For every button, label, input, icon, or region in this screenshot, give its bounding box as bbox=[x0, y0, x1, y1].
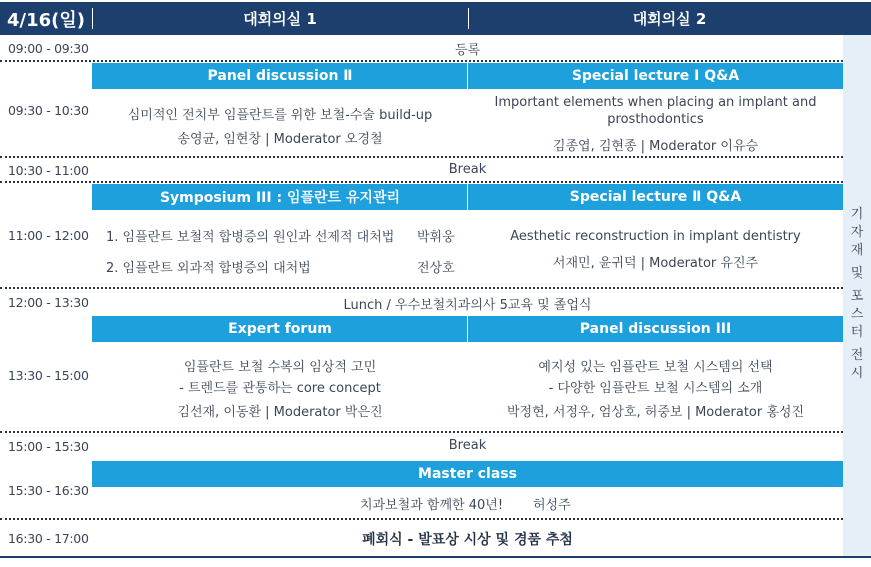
lecture-title: Important elements when placing an implant and bbox=[494, 95, 817, 110]
time-label: 15:00 - 15:30 bbox=[8, 438, 89, 454]
lecture-title: 2. 임플란트 외과적 합병증의 대처법 bbox=[106, 261, 311, 276]
lecture-speakers: 송영균, 임현창 | Moderator 오경철 bbox=[177, 132, 383, 147]
lecture-speaker: 허성주 bbox=[533, 498, 571, 513]
side-char: 자 bbox=[850, 225, 864, 240]
row-separator bbox=[0, 518, 843, 520]
break-text: Break bbox=[448, 438, 487, 453]
lunch-text: Lunch / 우수보철치과의사 5교육 및 졸업식 bbox=[343, 298, 592, 313]
room2-header: 대회의실 2 bbox=[468, 2, 871, 35]
session-bar-panel-discussion-2: Panel discussion Ⅱ bbox=[92, 63, 468, 89]
session-bar-symposium-3: Symposium III : 임플란트 유지관리 bbox=[92, 184, 468, 210]
bottom-border bbox=[0, 556, 871, 558]
lecture-title: 심미적인 전치부 임플란트를 위한 보철-수술 build-up bbox=[127, 108, 433, 123]
header-divider bbox=[468, 8, 469, 29]
bar-divider bbox=[467, 184, 468, 210]
row-separator bbox=[0, 287, 843, 289]
side-char: 및 bbox=[850, 266, 864, 281]
session-bar-panel-discussion-3: Panel discussion III bbox=[468, 316, 843, 342]
session-bar-master-class: Master class bbox=[92, 461, 843, 487]
time-label: 16:30 - 17:00 bbox=[8, 530, 89, 546]
side-char: 스 bbox=[850, 307, 864, 322]
lecture-title: Aesthetic reconstruction in implant dentistry bbox=[510, 229, 801, 244]
side-column bbox=[843, 35, 871, 557]
lecture-title: 예지성 있는 임플란트 보철 시스템의 선택 bbox=[538, 360, 773, 375]
side-char: 재 bbox=[850, 243, 864, 258]
session-bar-special-lecture-1: Special lecture Ⅰ Q&A bbox=[468, 63, 843, 89]
lecture-speakers: 박정현, 서정우, 엄상호, 허중보 | Moderator 홍성진 bbox=[506, 405, 805, 420]
lecture-title: prosthodontics bbox=[607, 112, 704, 127]
header-divider bbox=[92, 8, 93, 29]
date-header: 4/16(일) bbox=[0, 2, 92, 35]
time-label: 09:30 - 10:30 bbox=[8, 102, 89, 118]
registration-text: 등록 bbox=[454, 43, 481, 58]
row-separator bbox=[0, 156, 843, 158]
side-char: 포 bbox=[850, 289, 864, 304]
side-char: 터 bbox=[850, 325, 864, 340]
break-text: Break bbox=[448, 162, 487, 177]
room1-header: 대회의실 1 bbox=[92, 2, 468, 35]
lecture-title: 치과보철과 함께한 40년! bbox=[360, 498, 504, 513]
lecture-title: 임플란트 보철 수복의 임상적 고민 bbox=[183, 360, 377, 375]
lecture-speaker: 박휘웅 bbox=[417, 230, 455, 245]
lecture-title: 1. 임플란트 보철적 합병증의 원인과 선제적 대처법 bbox=[106, 230, 395, 245]
lecture-speaker: 전상호 bbox=[417, 261, 455, 276]
side-char: 전 bbox=[850, 348, 864, 363]
time-label: 12:00 - 13:30 bbox=[8, 294, 89, 310]
time-label: 10:30 - 11:00 bbox=[8, 162, 89, 178]
session-bar-special-lecture-2: Special lecture Ⅱ Q&A bbox=[468, 184, 843, 210]
time-label: 09:00 - 09:30 bbox=[8, 40, 89, 56]
lecture-speakers: 서재민, 윤귀덕 | Moderator 유진주 bbox=[552, 256, 759, 271]
lecture-title: - 다양한 임플란트 보철 시스템의 소개 bbox=[548, 381, 763, 396]
lecture-title: - 트렌드를 관통하는 core concept bbox=[179, 381, 381, 396]
closing-ceremony-text: 폐회식 - 발표상 시상 및 경품 추첨 bbox=[362, 532, 573, 548]
side-char: 기 bbox=[850, 207, 864, 222]
bar-divider bbox=[467, 63, 468, 89]
lecture-speakers: 김종엽, 김현종 | Moderator 이유승 bbox=[552, 139, 759, 154]
session-bar-expert-forum: Expert forum bbox=[92, 316, 468, 342]
row-separator bbox=[0, 431, 843, 433]
side-char: 시 bbox=[850, 366, 864, 381]
bar-divider bbox=[467, 316, 468, 342]
lecture-speakers: 김선재, 이동환 | Moderator 박은진 bbox=[177, 405, 383, 420]
time-label: 15:30 - 16:30 bbox=[8, 482, 89, 498]
row-separator bbox=[0, 60, 843, 62]
time-label: 13:30 - 15:00 bbox=[8, 367, 89, 383]
row-separator bbox=[0, 181, 843, 183]
time-label: 11:00 - 12:00 bbox=[8, 227, 89, 243]
